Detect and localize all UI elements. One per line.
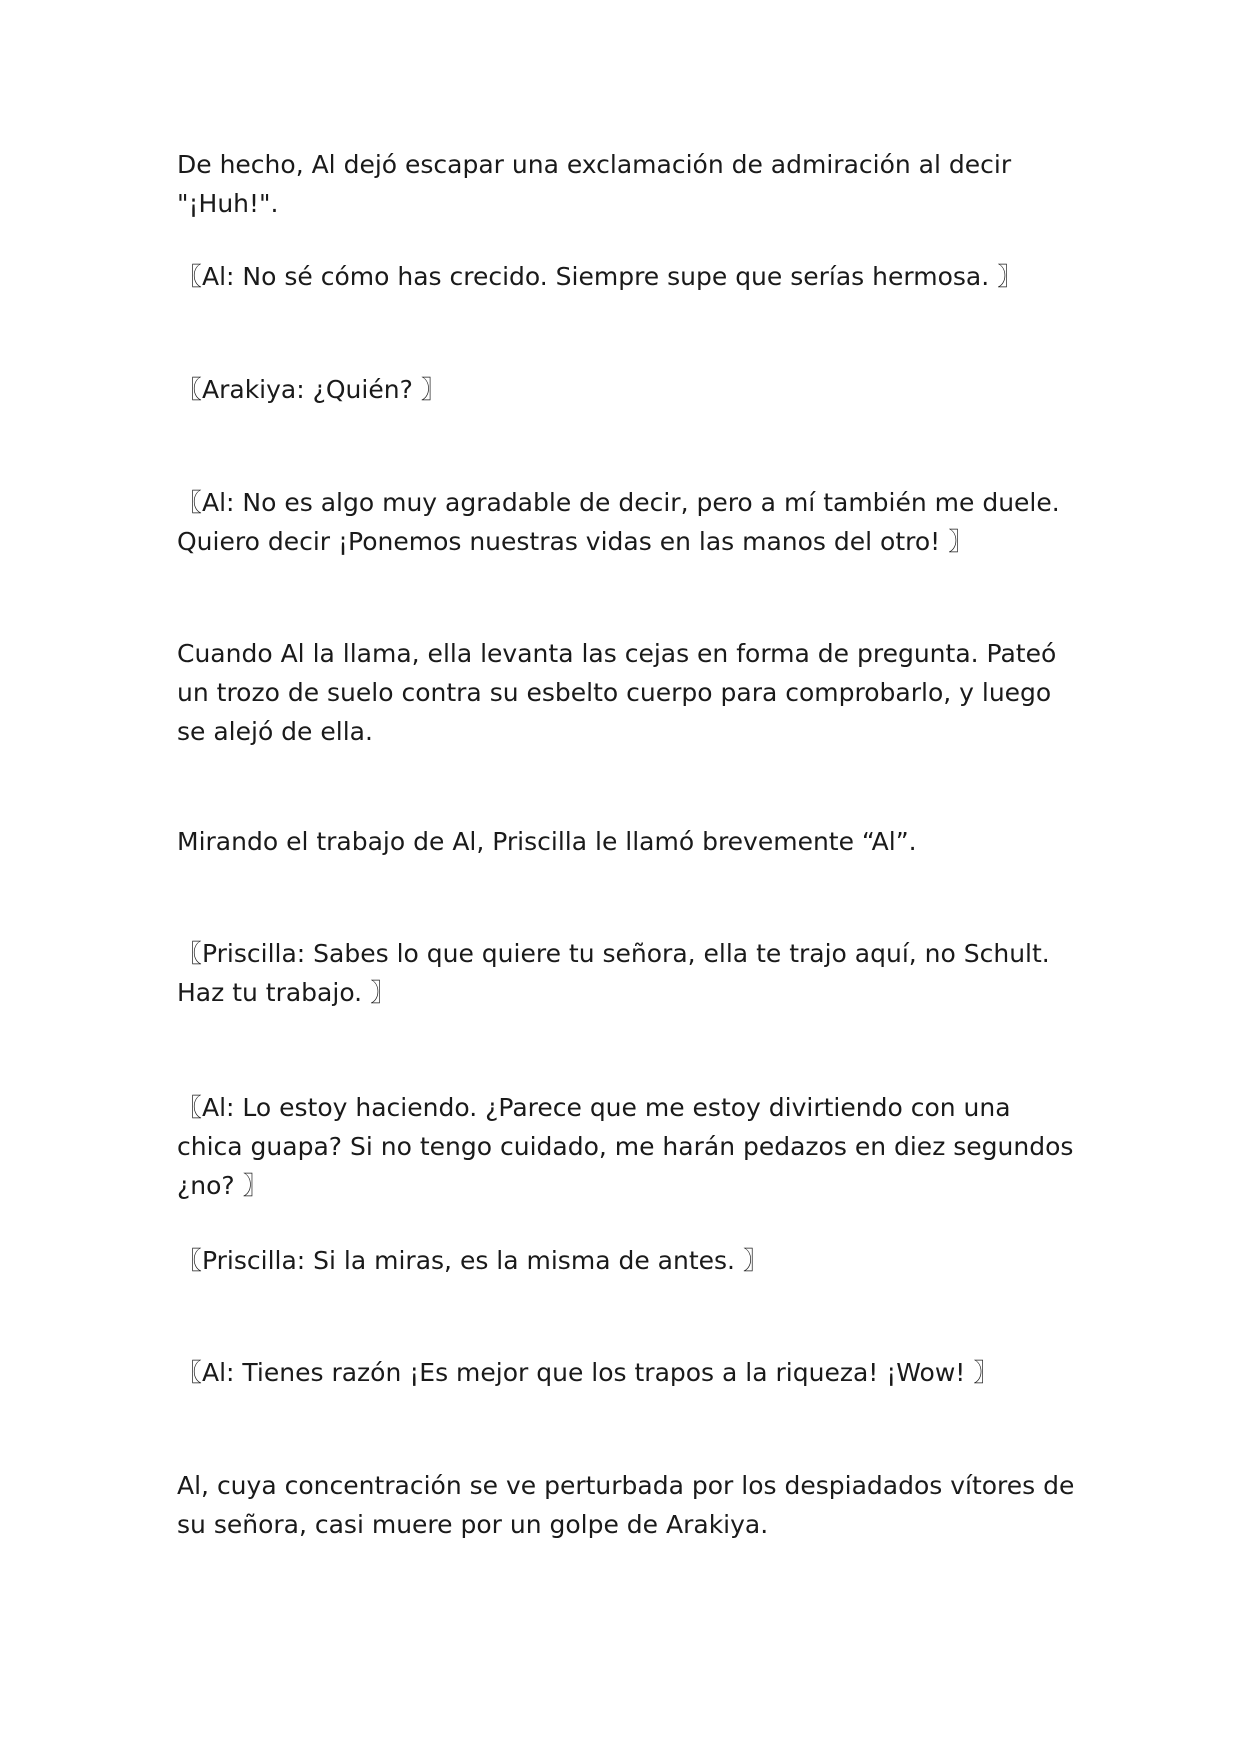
- narration-paragraph: Cuando Al la llama, ella levanta las cejas en forma de pregunta. Pateó un trozo de suelo contra su esbelto cuerpo para comprobarlo, y luego se alejó de ella.: [177, 639, 1057, 746]
- dialogue-line: 〖Al: Lo estoy haciendo. ¿Parece que me estoy divirtiendo con una chica guapa? Si no tengo cuidado, me harán pedazos en diez segundos ¿no? 〗: [177, 1093, 1074, 1200]
- dialogue-line: 〖Al: No es algo muy agradable de decir, pero a mí también me duele. Quiero decir ¡Ponemos nuestras vidas en las manos del otro! 〗: [177, 488, 1060, 556]
- narration-paragraph: De hecho, Al dejó escapar una exclamación de admiración al decir "¡Huh!".: [177, 150, 1012, 218]
- narration-paragraph: Al, cuya concentración se ve perturbada por los despiadados vítores de su señora, casi muere por un golpe de Arakiya.: [177, 1471, 1075, 1539]
- dialogue-line: 〖Priscilla: Sabes lo que quiere tu señora, ella te trajo aquí, no Schult. Haz tu trabajo. 〗: [177, 939, 1050, 1007]
- dialogue-line: 〖Al: No sé cómo has crecido. Siempre supe que serías hermosa. 〗: [177, 262, 1023, 291]
- dialogue-line: 〖Al: Tienes razón ¡Es mejor que los trapos a la riqueza! ¡Wow! 〗: [177, 1358, 999, 1387]
- dialogue-line: 〖Arakiya: ¿Quién? 〗: [177, 375, 446, 404]
- dialogue-line: 〖Priscilla: Si la miras, es la misma de antes. 〗: [177, 1246, 768, 1275]
- narration-paragraph: Mirando el trabajo de Al, Priscilla le llamó brevemente “Al”.: [177, 827, 917, 856]
